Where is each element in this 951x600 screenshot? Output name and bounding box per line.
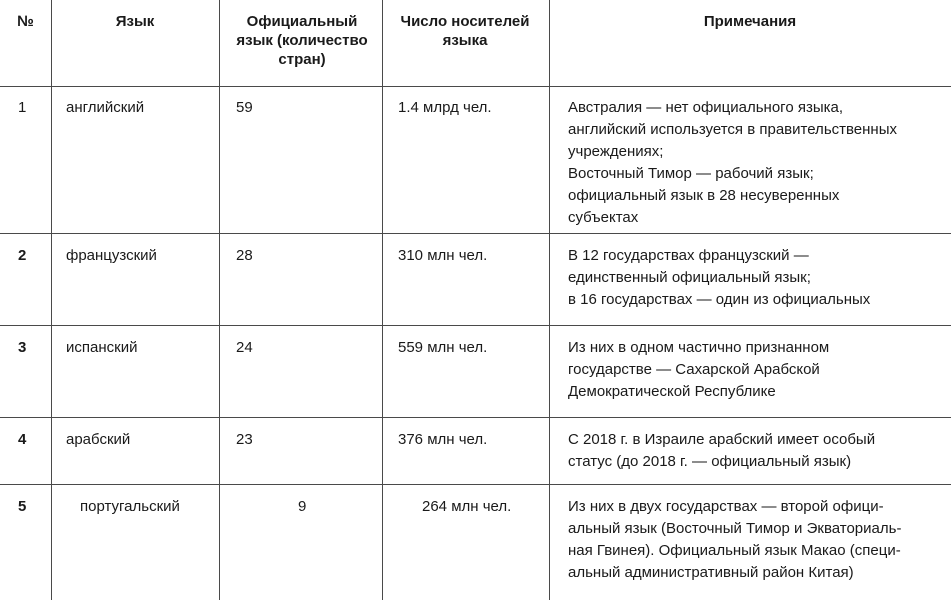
speakers-count: 310 млн чел. xyxy=(398,247,488,264)
notes-text: С 2018 г. в Израиле арабский имеет особый статус (до 2018 г. — официальный язык) xyxy=(568,431,876,470)
official-count: 24 xyxy=(236,339,253,356)
row-divider xyxy=(0,86,951,87)
row-divider xyxy=(0,417,951,418)
language-name: английский xyxy=(66,99,145,116)
column-divider xyxy=(51,0,52,600)
column-divider xyxy=(382,0,383,600)
notes-text: Из них в двух государствах — второй офици- альный язык (Восточный Тимор и Экваториаль- ная Гвинея). Официальный язык Макао (специ- альный административный район Китая) xyxy=(568,498,902,581)
header-number: № xyxy=(17,13,34,30)
row-number: 1 xyxy=(18,99,27,116)
speakers-count: 1.4 млрд чел. xyxy=(398,99,492,116)
column-divider xyxy=(549,0,550,600)
language-name: французский xyxy=(66,247,157,264)
notes-text: Из них в одном частично признанном государстве — Сахарской Арабской Демократической Республике xyxy=(568,339,830,400)
speakers-count: 264 млн чел. xyxy=(422,498,512,515)
language-name: испанский xyxy=(66,339,138,356)
header-language: Язык xyxy=(115,13,155,30)
row-number: 3 xyxy=(18,339,27,356)
language-name: арабский xyxy=(66,431,131,448)
row-number: 2 xyxy=(18,247,27,264)
official-count: 23 xyxy=(236,431,253,448)
row-divider xyxy=(0,325,951,326)
official-count: 28 xyxy=(236,247,253,264)
official-count: 9 xyxy=(298,498,307,515)
header-speakers: Число носителей языка xyxy=(400,13,530,49)
header-notes: Примечания xyxy=(703,13,797,30)
notes-text: В 12 государствах французский — единственный официальный язык; в 16 государствах — один из официальных xyxy=(568,247,871,308)
language-name: португальский xyxy=(80,498,180,515)
column-divider xyxy=(219,0,220,600)
row-number: 4 xyxy=(18,431,27,448)
row-divider xyxy=(0,484,951,485)
official-count: 59 xyxy=(236,99,253,116)
row-divider xyxy=(0,233,951,234)
header-official-language: Официальный язык (количество стран) xyxy=(236,13,368,68)
speakers-count: 376 млн чел. xyxy=(398,431,488,448)
notes-text: Австралия — нет официального языка, английский используется в правительственных учреждениях; Восточный Тимор — рабочий язык; официальный язык в 28 несуверенных субъектах xyxy=(568,99,897,226)
row-number: 5 xyxy=(18,498,27,515)
speakers-count: 559 млн чел. xyxy=(398,339,488,356)
